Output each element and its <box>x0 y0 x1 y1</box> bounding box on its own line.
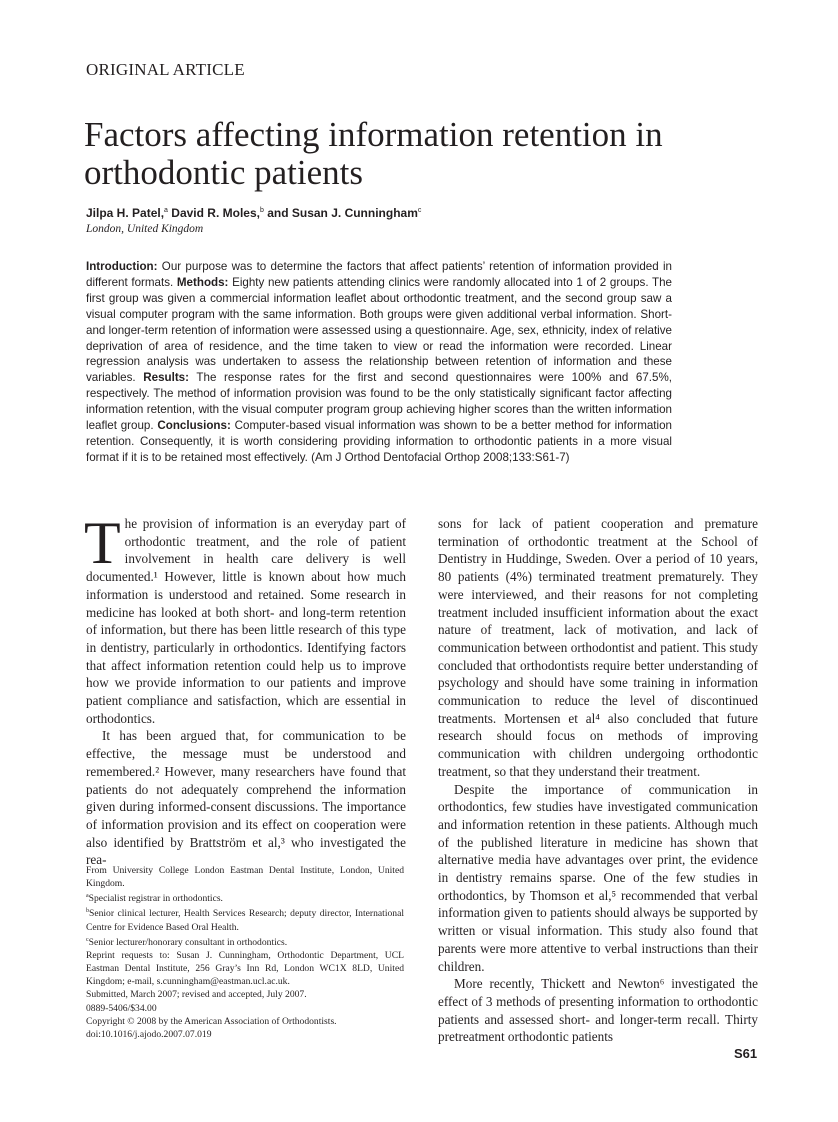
body-paragraph <box>84 510 406 727</box>
abstract <box>86 259 672 466</box>
body-paragraph: sons for lack of patient cooperation and premature termination of orthodontic treatment at the School of Dentistry in Huddinge, Sweden. Over a period of 10 years, 80 patients (4%) terminated treatment prematurely. They were interviewed, and their reasons for not completing treatment included insufficient information about the exact nature of treatment, lack of motivation, and lack of communication between orthodontist and patient. This study concluded that orthodontists require better understanding of psychology and should have some training in information communication to reduce the level of discontinued treatments. Mortensen et al⁴ also concluded that future research should focus on methods of improving communication with children undergoing orthodontic treatment, so that they understand their treatment. <box>438 516 758 779</box>
footnote-text: Senior clinical lecturer, Health Services Research; deputy director, International Centre for Evidence Based Oral Health. <box>86 908 404 933</box>
footnote-from: From University College London Eastman Dental Institute, London, United Kingdom. <box>86 865 404 890</box>
page-number: S61 <box>734 1046 758 1061</box>
author-name: and Susan J. Cunningham <box>263 206 418 220</box>
abstract-methods: Eighty new patients attending clinics were randomly allocated into 1 of 2 groups. The first group was given a commercial information leaflet about orthodontic treatment, and the second group saw a visual computer program with the same information. Both groups were given additional verbal information. Short- and longer-term retention of information were assessed using a questionnaire. Age, sex, ethnicity, index of relative deprivation of area of residence, and the time taken to view or read the information were recorded. Linear regression analysis was undertaken to assess the relationship between retention of information and these variables. <box>86 275 672 385</box>
footnote-issn: 0889-5406/$34.00 <box>86 1002 157 1014</box>
body-paragraph: Despite the importance of communication in orthodontics, few studies have investigated communication and information retention in these patients. Although much of the published literature in medicine has shown that alternative media have advantages over print, the evidence in dentistry remains sparse. One of the few studies in orthodontics, by Thomson et al,⁵ recommended that verbal information given to patients should always be supported by written or visual information. This study also found that parents were more attentive to verbal instructions than their children. <box>438 781 758 974</box>
footnote-doi: doi:10.1016/j.ajodo.2007.07.019 <box>86 1028 212 1040</box>
footnote-submitted: Submitted, March 2007; revised and accepted, July 2007. <box>86 989 307 1001</box>
footnote-text: Specialist registrar in orthodontics. <box>88 893 223 905</box>
author-list <box>86 206 421 220</box>
abstract-label-methods: Methods: <box>176 275 229 289</box>
affiliation: London, United Kingdom <box>86 223 204 235</box>
abstract-label-conclusions: Conclusions: <box>157 419 231 433</box>
abstract-label-results: Results: <box>143 371 189 385</box>
author-marker: b <box>259 207 264 214</box>
author-marker: a <box>164 207 168 214</box>
paragraph-text: he provision of information is an everyday part of orthodontic treatment, and the role of patient involvement in health care delivery is well documented.¹ However, little is known about how much information is understood and retained. Some research in medicine has looked at both short- and long-term retention of information, but there has been little research of this type in dentistry, particularly in orthodontics. Identifying factors that affect information retention could help us to improve how we provide information to our patients and improve patient compliance and satisfaction, which are essential in orthodontics. <box>86 516 406 726</box>
author-name: David R. Moles, <box>167 206 260 220</box>
footnote-text: Senior lecturer/honorary consultant in orthodontics. <box>88 937 288 949</box>
footnotes <box>86 864 404 1041</box>
body-column-right <box>438 515 758 1046</box>
author-name: Jilpa H. Patel, <box>86 206 165 220</box>
section-label: ORIGINAL ARTICLE <box>86 60 245 79</box>
article-title: Factors affecting information retention in orthodontic patients <box>84 115 663 192</box>
footnote-marker: b <box>86 908 89 915</box>
footnote-c <box>86 934 404 949</box>
footnote-copyright: Copyright © 2008 by the American Association of Orthodontists. <box>86 1015 337 1027</box>
body-column-left <box>84 510 406 869</box>
drop-cap: T <box>84 510 121 576</box>
footnote-marker: c <box>86 936 89 943</box>
footnote-a <box>86 890 404 905</box>
footnote-reprint: Reprint requests to: Susan J. Cunningham, Orthodontic Department, UCL Eastman Dental Institute, 256 Gray’s Inn Rd, London WC1X 8LD, United Kingdom; e-mail, s.cunningham@eastman.ucl.ac.uk. <box>86 950 404 988</box>
abstract-conclusions: Computer-based visual information was shown to be a better method for information retention. Consequently, it is worth considering providing information to orthodontic patients in a more visual format if it is to be retained most effectively. (Am J Orthod Dentofacial Orthop 2008;133:S61-7) <box>86 419 672 464</box>
abstract-results: The response rates for the first and second questionnaires were 100% and 67.5%, respectively. The method of information provision was found to be the only statistically significant factor affecting information retention, with the visual computer program group achieving higher scores than the written information leaflet group. <box>86 371 673 433</box>
body-paragraph: It has been argued that, for communication to be effective, the message must be understood and remembered.² However, many researchers have found that patients do not adequately comprehend the information given during informed-consent discussions. The importance of information provision and its effect on cooperation were also identified by Brattström et al,³ who investigated the rea- <box>86 728 406 868</box>
footnote-b <box>86 905 404 933</box>
footnote-marker: a <box>86 893 89 900</box>
abstract-label-introduction: Introduction: <box>86 260 158 273</box>
author-marker: c <box>417 207 422 214</box>
body-paragraph: More recently, Thickett and Newton⁶ investigated the effect of 3 methods of presenting information to orthodontic patients and assessed short- and longer-term recall. Thirty pretreatment orthodontic patients <box>438 976 758 1045</box>
abstract-introduction: Our purpose was to determine the factors that affect patients’ retention of information provided in different formats. <box>86 260 672 289</box>
